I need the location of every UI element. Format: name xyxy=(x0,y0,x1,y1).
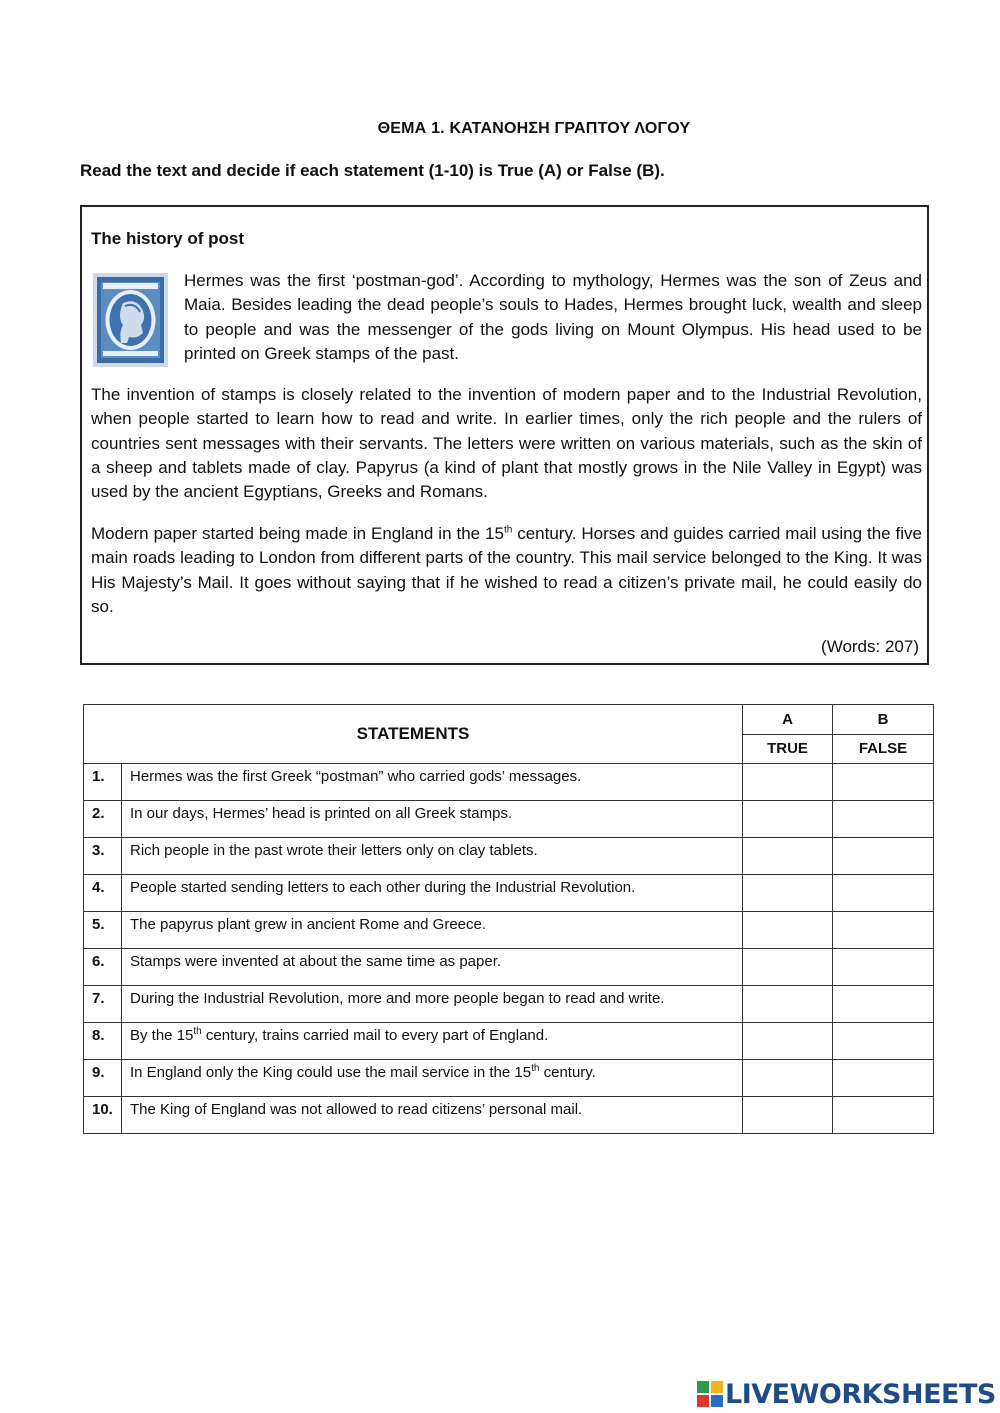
statement-text: In England only the King could use the mail service in the 15th century. xyxy=(122,1060,743,1097)
column-true-header: TRUE xyxy=(743,734,833,764)
statement-text: Stamps were invented at about the same time as paper. xyxy=(122,949,743,986)
answer-true-cell[interactable] xyxy=(743,801,833,838)
statement-text: By the 15th century, trains carried mail to every part of England. xyxy=(122,1023,743,1060)
answer-true-cell[interactable] xyxy=(743,949,833,986)
answer-false-cell[interactable] xyxy=(833,838,934,875)
column-a-header: A xyxy=(743,705,833,735)
statement-number: 7. xyxy=(84,986,122,1023)
table-row xyxy=(84,986,934,1023)
answer-true-cell[interactable] xyxy=(743,1060,833,1097)
statement-number: 10. xyxy=(84,1097,122,1134)
statement-text: The papyrus plant grew in ancient Rome and Greece. xyxy=(122,912,743,949)
answer-true-cell[interactable] xyxy=(743,764,833,801)
statement-number: 8. xyxy=(84,1023,122,1060)
table-row xyxy=(84,764,934,801)
statements-table xyxy=(83,704,934,1134)
column-false-header: FALSE xyxy=(833,734,934,764)
table-row xyxy=(84,838,934,875)
text-title: The history of post xyxy=(91,229,244,248)
statement-text: Rich people in the past wrote their letters only on clay tablets. xyxy=(122,838,743,875)
answer-false-cell[interactable] xyxy=(833,1023,934,1060)
answer-true-cell[interactable] xyxy=(743,986,833,1023)
answer-true-cell[interactable] xyxy=(743,838,833,875)
statement-number: 2. xyxy=(84,801,122,838)
logo-text: LIVEWORKSHEETS xyxy=(725,1378,996,1410)
statement-number: 5. xyxy=(84,912,122,949)
paragraph-1: Hermes was the first ‘postman-god’. According to mythology, Hermes was the son of Zeus and Maia. Besides leading the dead people’s souls to Hades, Hermes brought luck, wealth and sleep to people and was the messenger of the gods living on Mount Olympus. His head used to be printed on Greek stamps of the past. xyxy=(184,271,922,363)
statement-text: People started sending letters to each other during the Industrial Revolution. xyxy=(122,875,743,912)
answer-false-cell[interactable] xyxy=(833,764,934,801)
statement-text: During the Industrial Revolution, more and more people began to read and write. xyxy=(122,986,743,1023)
liveworksheets-logo xyxy=(697,1378,996,1410)
answer-true-cell[interactable] xyxy=(743,875,833,912)
paragraph-2: The invention of stamps is closely related to the invention of modern paper and to the Industrial Revolution, when people started to learn how to read and write. In earlier times, only the rich people and the rulers of countries sent messages with their servants. The letters were written on various materials, such as the skin of a sheep and tablets made of clay. Papyrus (a kind of plant that mostly grows in the Nile Valley in Egypt) was used by the ancient Egyptians, Greeks and Romans. xyxy=(91,385,922,502)
answer-false-cell[interactable] xyxy=(833,801,934,838)
table-row xyxy=(84,1097,934,1134)
answer-false-cell[interactable] xyxy=(833,1097,934,1134)
answer-true-cell[interactable] xyxy=(743,1097,833,1134)
hermes-stamp-icon xyxy=(93,273,168,367)
page-heading: ΘΕΜΑ 1. ΚΑΤΑΝΟΗΣΗ ΓΡΑΠΤΟΥ ΛΟΓΟΥ xyxy=(377,120,691,137)
answer-false-cell[interactable] xyxy=(833,986,934,1023)
paragraph-3: Modern paper started being made in England in the 15th century. Horses and guides carried mail using the five main roads leading to London from different parts of the country. This mail service belonged to the King. It was His Majesty’s Mail. It goes without saying that if he wished to read a citizen’s private mail, he could easily do so. xyxy=(91,524,922,616)
table-row xyxy=(84,875,934,912)
liveworksheets-logo-icon xyxy=(697,1381,723,1407)
answer-false-cell[interactable] xyxy=(833,875,934,912)
answer-false-cell[interactable] xyxy=(833,949,934,986)
instruction-text: Read the text and decide if each statement (1-10) is True (A) or False (B). xyxy=(80,161,665,180)
statement-text: In our days, Hermes’ head is printed on all Greek stamps. xyxy=(122,801,743,838)
statement-number: 3. xyxy=(84,838,122,875)
statement-number: 1. xyxy=(84,764,122,801)
statement-number: 4. xyxy=(84,875,122,912)
answer-true-cell[interactable] xyxy=(743,1023,833,1060)
table-row xyxy=(84,912,934,949)
table-row xyxy=(84,949,934,986)
word-count: (Words: 207) xyxy=(821,637,919,656)
table-row xyxy=(84,1060,934,1097)
answer-true-cell[interactable] xyxy=(743,912,833,949)
statement-text: The King of England was not allowed to read citizens’ personal mail. xyxy=(122,1097,743,1134)
answer-false-cell[interactable] xyxy=(833,912,934,949)
statement-text: Hermes was the first Greek “postman” who carried gods’ messages. xyxy=(122,764,743,801)
reading-text-box xyxy=(80,205,929,665)
statement-number: 6. xyxy=(84,949,122,986)
statements-header: STATEMENTS xyxy=(84,705,743,764)
column-b-header: B xyxy=(833,705,934,735)
statement-number: 9. xyxy=(84,1060,122,1097)
table-row xyxy=(84,801,934,838)
table-row xyxy=(84,1023,934,1060)
answer-false-cell[interactable] xyxy=(833,1060,934,1097)
